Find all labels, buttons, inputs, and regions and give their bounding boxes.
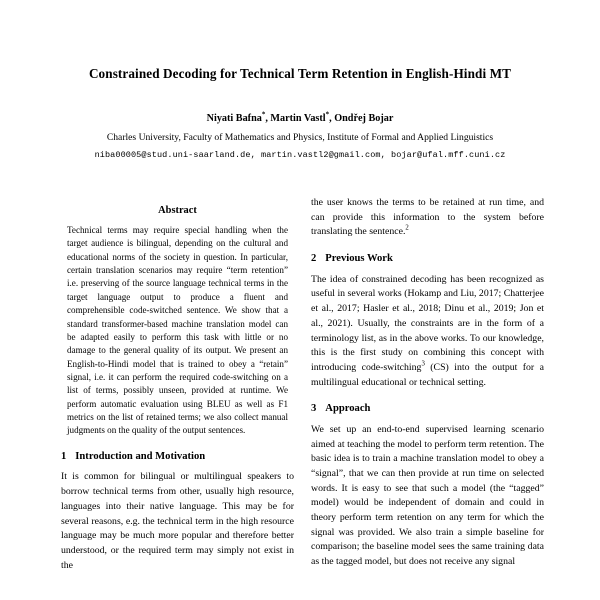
continuation-paragraph [311, 196, 544, 240]
page-title: Constrained Decoding for Technical Term Retention in English-Hindi MT [88, 66, 512, 81]
section-heading-previous-work [311, 240, 544, 273]
abstract-text: Technical terms may require special handling when the target audience is bilingual, depending on the cultural and educational norms of the society in question. In particular, certain translation scenarios may require “term retention” i.e. preserving of the source language technical terms in the target language output to produce a fluent and comprehensible code-switched sentence. We show that a standard transformer-based machine translation model can be adapted easily to perform this task with little or no damage to the general quality of its output. We present an English-to-Hindi model that is trained to obey a “retain” signal, i.e. it can perform the required code-switching on a list of terms, possibly unseen, provided at runtime. We perform automatic evaluation using BLEU as well as F1 metrics on the list of retained terms; we also collect manual judgments on the quality of the output sentences. [67, 225, 288, 436]
section-number-introduction: 1 [61, 450, 67, 462]
introduction-paragraph: It is common for bilingual or multilingual speakers to borrow technical terms from other, usually high resource, languages into their native language. This may be for several reasons, e.g. the technical term in the high resource language may be much more popular and therefore better understood, or the required term may simply not exist in the [61, 471, 294, 571]
footnote-marker-3: 3 [421, 360, 425, 368]
previous-work-paragraph [311, 273, 544, 391]
author-list: Niyati Bafna*, Martin Vastl*, Ondřej Bojar [206, 110, 394, 124]
author-name-2: Martin Vastl [270, 112, 326, 124]
approach-paragraph: We set up an end-to-end supervised learning scenario aimed at teaching the model to perform term retention. The basic idea is to train a machine translation model to obey a “signal”, that we can then provide at run time on selected words. It is easy to see that such a model (the “tagged” model) would be independent of domain and could in theory perform term retention on any term for which the signal was provided. We also train a simple baseline for comparison; the baseline model sees the same training data as the tagged model, but does not receive any signal [311, 423, 544, 568]
author-emails: niba00005@stud.uni-saarland.de, martin.vastl2@gmail.com, bojar@ufal.mff.cuni.cz [94, 150, 506, 161]
affiliation: Charles University, Faculty of Mathematics and Physics, Institute of Formal and Applied Linguistics [106, 132, 494, 144]
section-title-previous-work: Previous Work [325, 253, 393, 265]
author-marker-2: * [325, 110, 330, 119]
left-column [58, 196, 294, 600]
two-column-body [0, 196, 600, 600]
section-heading-introduction [61, 438, 294, 471]
previous-work-text-part2: (CS) into the output for a multilingual educational or technical setting. [311, 361, 544, 388]
continuation-text: the user knows the terms to be retained at run time, and can provide this information to the system before translating the sentence. [311, 197, 544, 238]
section-number-approach: 3 [311, 403, 317, 415]
section-title-introduction: Introduction and Motivation [75, 450, 206, 462]
section-number-previous-work: 2 [311, 253, 317, 265]
author-name-3: Ondřej Bojar [334, 112, 394, 124]
section-title-approach: Approach [325, 403, 371, 415]
footnote-marker-2: 2 [405, 225, 409, 233]
abstract-heading: Abstract [158, 205, 197, 216]
previous-work-text-part1: The idea of constrained decoding has been recognized as useful in several works (Hokamp and Liu, 2017; Chatterjee et al., 2017; Hasler et al., 2018; Dinu et al., 2019; Jon et al., 2021). Usually, the constraints are in the form of a terminology list, as in the above works. To our knowledge, this is the first study on combining this concept with introducing code-switching [311, 273, 544, 373]
author-marker-1: * [261, 110, 266, 119]
author-name-1: Niyati Bafna [206, 112, 262, 124]
right-column [311, 196, 544, 600]
section-heading-approach [311, 390, 544, 423]
